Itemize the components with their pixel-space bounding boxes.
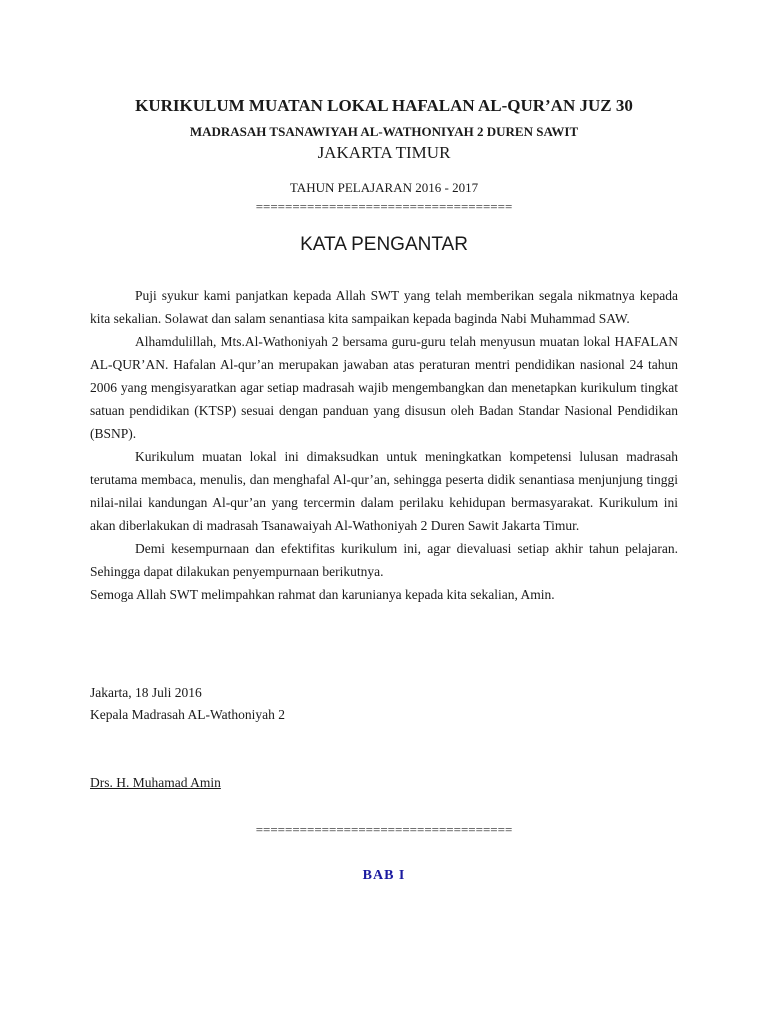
chapter-heading: BAB I [362,868,406,883]
place-date: Jakarta, 18 Juli 2016 [90,685,202,700]
paragraph: Kurikulum muatan lokal ini dimaksudkan untuk meningkatkan kompetensi lulusan madrasah terutama membaca, menulis, dan menghafal Al-qur’an, sehingga peserta didik senantiasa menjunjung tinggi nilai-nilai kandungan Al-qur’an yang tercermin dalam perilaku kehidupan bermasyarakat. Kurikulum ini akan diberlakukan di madrasah Tsanawaiyah Al-Wathoniyah 2 Duren Sawit Jakarta Timur. [90,449,678,533]
signer-position: Kepala Madrasah AL-Wathoniyah 2 [90,707,285,722]
foreword-body [90,284,678,606]
header-separator: =================================== [255,199,513,214]
school-name: MADRASAH TSANAWIYAH AL-WATHONIYAH 2 DUREN SAWIT [189,124,579,139]
section-heading: KATA PENGANTAR [300,234,468,255]
academic-year: TAHUN PELAJARAN 2016 - 2017 [289,180,479,195]
footer-separator: =================================== [255,822,513,837]
paragraph: Demi kesempurnaan dan efektifitas kurikulum ini, agar dievaluasi setiap akhir tahun pelajaran. Sehingga dapat dilakukan penyempurnaan berikutnya. [90,541,678,579]
paragraph: Puji syukur kami panjatkan kepada Allah SWT yang telah memberikan segala nikmatnya kepada kita sekalian. Solawat dan salam senantiasa kita sampaikan kepada baginda Nabi Muhammad SAW. [90,288,678,326]
closing-paragraph: Semoga Allah SWT melimpahkan rahmat dan karunianya kepada kita sekalian, Amin. [90,587,555,602]
paragraph: Alhamdulillah, Mts.Al-Wathoniyah 2 bersama guru-guru telah menyusun muatan lokal HAFALAN AL-QUR’AN. Hafalan Al-qur’an merupakan jawaban atas peraturan mentri pendidikan nasional 24 tahun 2006 yang mengisyaratkan agar setiap madrasah wajib mengembangkan dan menetapkan kurikulum tingkat satuan pendidikan (KTSP) sesuai dengan panduan yang disusun oleh Badan Standar Nasional Pendidikan (BSNP). [90,334,678,441]
signoff-block [90,682,285,726]
school-city: JAKARTA TIMUR [317,143,451,162]
document-title: KURIKULUM MUATAN LOKAL HAFALAN AL-QUR’AN JUZ 30 [135,96,633,115]
signer-name: Drs. H. Muhamad Amin [90,775,221,790]
